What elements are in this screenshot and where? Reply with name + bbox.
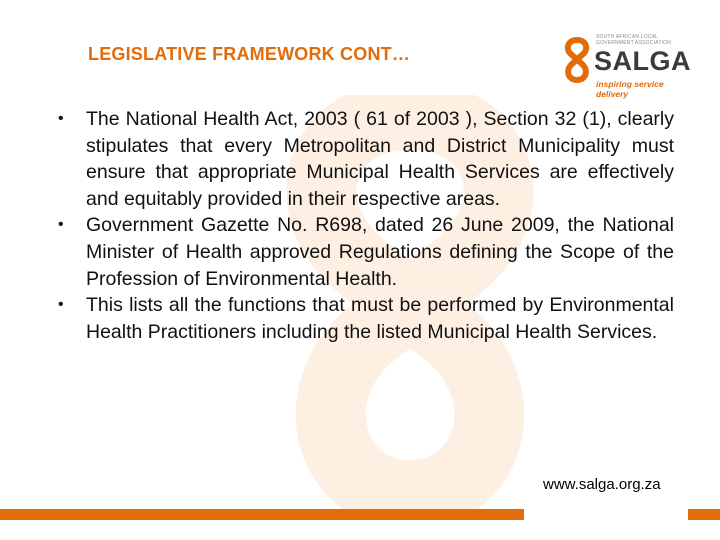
salga-logo	[562, 34, 692, 99]
bullet-text: This lists all the functions that must be performed by Environmental Health Practitioners including the listed Municipal Health Services.	[86, 294, 674, 343]
logo-tagline: inspiring service delivery	[596, 79, 664, 99]
logo-small-text: SOUTH AFRICAN LOCAL GOVERNMENT ASSOCIATION	[596, 34, 672, 46]
slide-title: LEGISLATIVE FRAMEWORK CONT…	[88, 44, 411, 64]
logo-wordmark: SALGA	[594, 46, 691, 76]
footer-bar-left	[0, 509, 524, 520]
bullet-text: Government Gazette No. R698, dated 26 June 2009, the National Minister of Health approved Regulations defining the Scope of the Profession of Environmental Health.	[86, 214, 674, 290]
bullet-text: The National Health Act, 2003 ( 61 of 2003 ), Section 32 (1), clearly stipulates that every Metropolitan and District Municipality must ensure that appropriate Municipal Health Services are effectively and equitably provided in their respective areas.	[86, 108, 674, 210]
bullet-list	[58, 106, 674, 345]
bullet-dot: •	[58, 110, 64, 127]
bullet-item	[58, 212, 674, 292]
bullet-dot: •	[58, 216, 64, 234]
bullet-item	[58, 292, 674, 345]
salga-s-logo-icon	[562, 36, 592, 84]
bullet-item	[58, 106, 674, 212]
footer-bar-right	[688, 509, 720, 520]
bullet-dot: •	[58, 296, 64, 314]
footer-url[interactable]: www.salga.org.za	[543, 476, 661, 493]
